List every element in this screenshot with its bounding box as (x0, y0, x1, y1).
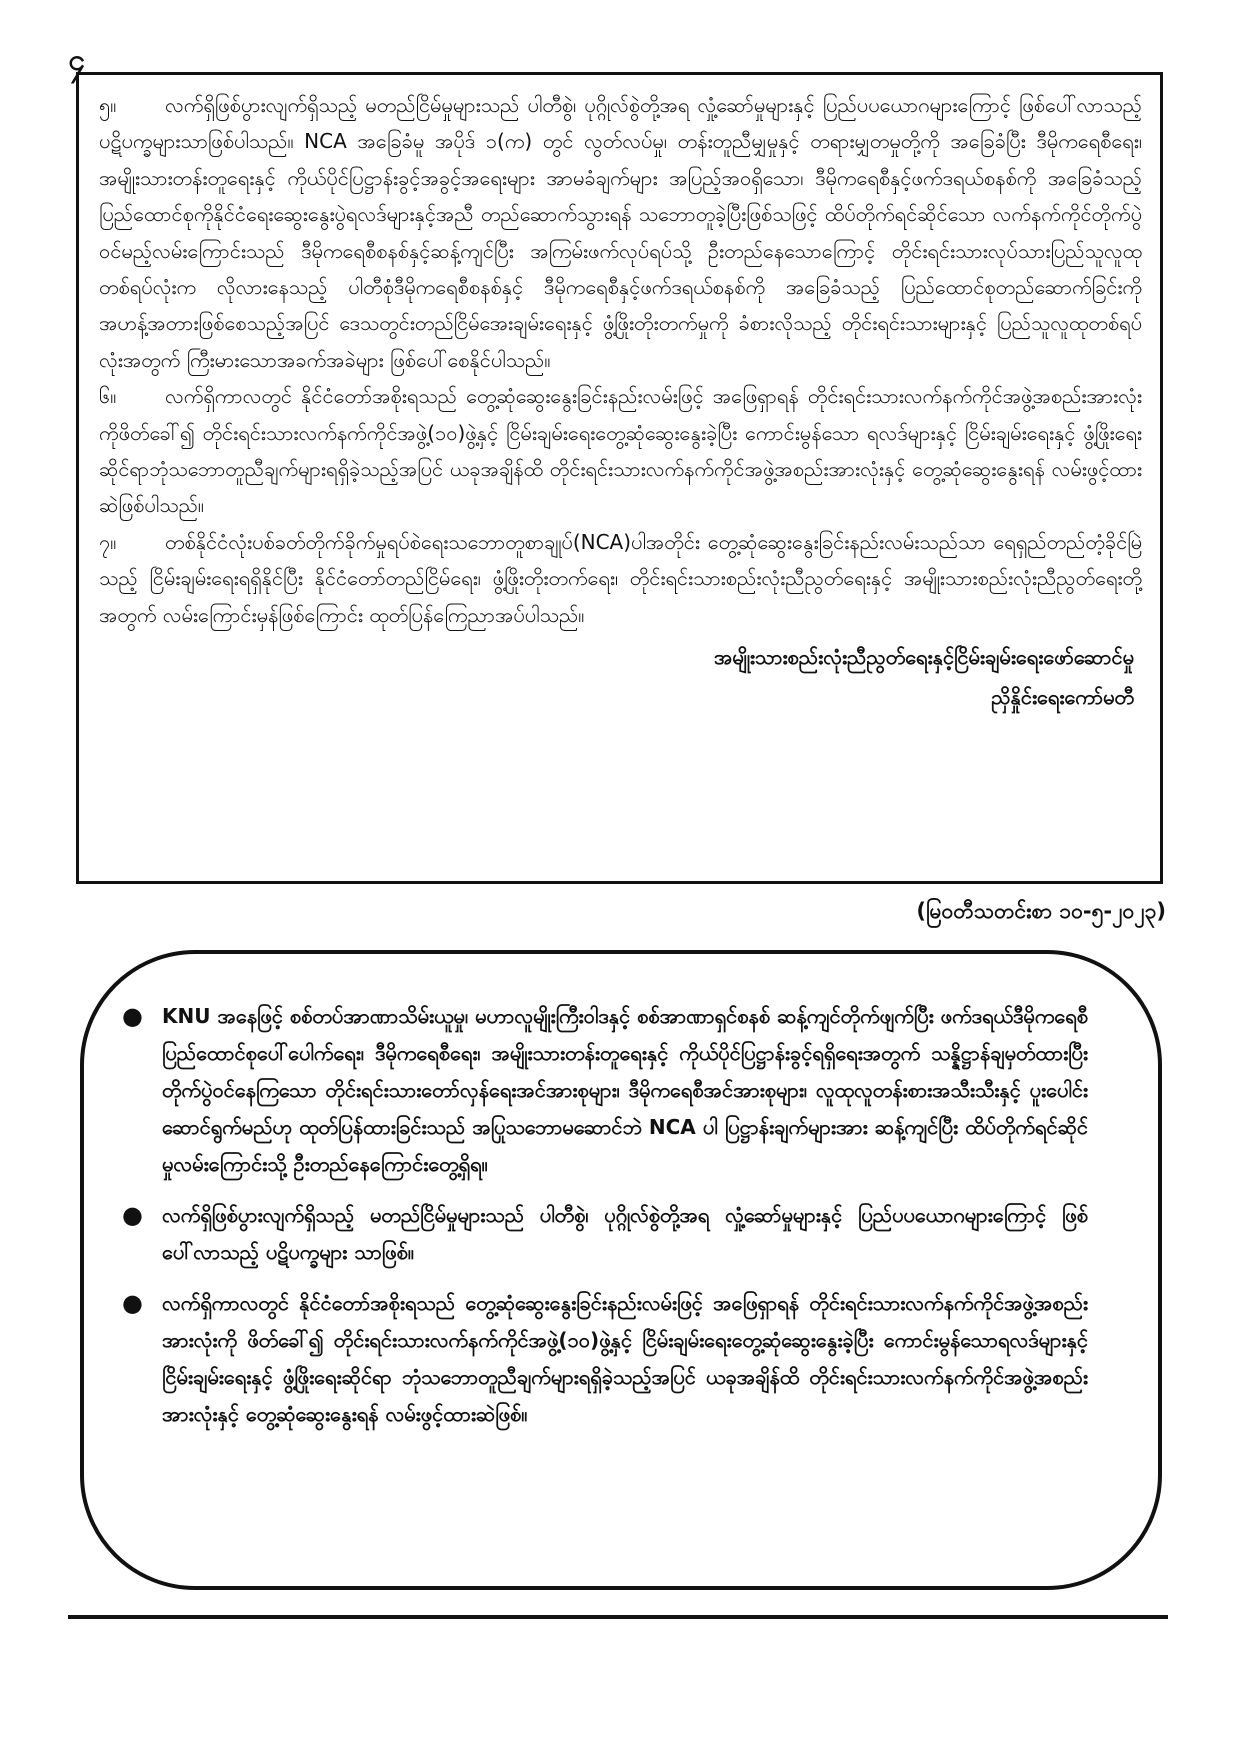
bottom-divider (68, 1615, 1168, 1619)
signature-line-1: အမျိုးသားစည်းလုံးညီညွတ်ရေးနှင့်ငြိမ်းချမ်းရေးဖော်ဆောင်မှု (714, 645, 1134, 670)
summary-list (122, 998, 1088, 1433)
source-date: (မြဝတီသတင်းစာ ၁၀-၅-၂၀၂၃) (916, 899, 1166, 923)
paragraph-text: လက်ရှိဖြစ်ပွားလျက်ရှိသည့် မတည်ငြိမ်မှုများသည် ပါတီစွဲ၊ ပုဂ္ဂိုလ်စွဲတို့အရ လှုံ့ဆော်မှုများနှင့် ပြည်ပပယောဂများကြောင့် ဖြစ်ပေါ်လာသည့် ပဋိပက္ခများသာဖြစ်ပါသည်။ NCA အခြေခံမူ အပိုဒ် ၁(က) တွင် လွတ်လပ်မှု၊ တန်းတူညီမျှမှုနှင့် တရားမျှတမှုတို့ကို အခြေခံပြီး ဒီမိုကရေစီရေး၊ အမျိုးသားတန်းတူရေးနှင့် ကိုယ်ပိုင်ပြဋ္ဌာန်းခွင့်အခွင့်အရေးများ အာမခံချက်များ အပြည့်အဝရှိသော၊ ဒီမိုကရေစီနှင့်ဖက်ဒရယ်စနစ်ကို အခြေခံသည့် ပြည်ထောင်စုကိုနိုင်ငံရေးဆွေးနွေးပွဲရလဒ်များနှင့်အညီ တည်ဆောက်သွားရန် သဘောတူခဲ့ပြီးဖြစ်သဖြင့် ထိပ်တိုက်ရင်ဆိုင်သော လက်နက်ကိုင်တိုက်ပွဲဝင်မည့်လမ်းကြောင်းသည် ဒီမိုကရေစီစနစ်နှင့်ဆန့်ကျင်ပြီး အကြမ်းဖက်လုပ်ရပ်သို့ ဦးတည်နေသောကြောင့် တိုင်းရင်းသားလုပ်သားပြည်သူလူထုတစ်ရပ်လုံးက လိုလားနေသည့် ပါတီစုံဒီမိုကရေစီစနစ်နှင့် ဒီမိုကရေစီနှင့်ဖက်ဒရယ်စနစ်ကို အခြေခံသည့် ပြည်ထောင်စုတည်ဆောက်ခြင်းကို အဟန့်အတားဖြစ်စေသည့်အပြင် ဒေသတွင်းတည်ငြိမ်အေးချမ်းရေးနှင့် ဖွံ့ဖြိုးတိုးတက်မှုကို ခံစားလိုသည့် တိုင်းရင်းသားများနှင့် ပြည်သူလူထုတစ်ရပ်လုံးအတွက် ကြီးမားသောအခက်အခဲများ ဖြစ်ပေါ်စေနိုင်ပါသည်။ (99, 93, 1142, 372)
paragraph-number: ၅။ (99, 93, 117, 117)
summary-item (122, 1285, 1088, 1433)
bullet-icon: ● (122, 1002, 143, 1030)
statement-paragraph-6 (99, 378, 1142, 524)
signature-line-2: ညှိနှိုင်းရေးကော်မတီ (991, 685, 1134, 710)
summary-box (80, 950, 1162, 1590)
page-number: ၄ (68, 43, 85, 78)
paragraph-text: တစ်နိုင်ငံလုံးပစ်ခတ်တိုက်ခိုက်မှုရပ်စဲရေးသဘောတူစာချုပ်(NCA)ပါအတိုင်း တွေ့ဆုံဆွေးနွေးခြင်းနည်းလမ်းသည်သာ ရေရှည်တည်တံ့ခိုင်မြဲသည့် ငြိမ်းချမ်းရေးရရှိနိုင်ပြီး နိုင်ငံတော်တည်ငြိမ်ရေး၊ ဖွံ့ဖြိုးတိုးတက်ရေး၊ တိုင်းရင်းသားစည်းလုံးညီညွတ်ရေးနှင့် အမျိုးသားစည်းလုံးညီညွတ်ရေးတို့အတွက် လမ်းကြောင်းမှန်ဖြစ်ကြောင်း ထုတ်ပြန်ကြေညာအပ်ပါသည်။ (99, 529, 1142, 627)
summary-item-text: လက်ရှိဖြစ်ပွားလျက်ရှိသည့် မတည်ငြိမ်မှုများသည် ပါတီစွဲ၊ ပုဂ္ဂိုလ်စွဲတို့အရ လှုံ့ဆော်မှုများနှင့် ပြည်ပပယောဂများကြောင့် ဖြစ်ပေါ်လာသည့် ပဋိပက္ခများ သာဖြစ်။ (162, 1203, 1088, 1264)
paragraph-text: လက်ရှိကာလတွင် နိုင်ငံတော်အစိုးရသည် တွေ့ဆုံဆွေးနွေးခြင်းနည်းလမ်းဖြင့် အဖြေရှာရန် တိုင်းရင်းသားလက်နက်ကိုင်အဖွဲ့အစည်းအားလုံးကိုဖိတ်ခေါ်၍ တိုင်းရင်းသားလက်နက်ကိုင်အဖွဲ့(၁၀)ဖွဲ့နှင့် ငြိမ်းချမ်းရေးတွေ့ဆုံဆွေးနွေးခဲ့ပြီး ကောင်းမွန်သော ရလဒ်များနှင့် ငြိမ်းချမ်းရေးနှင့် ဖွံ့ဖြိုးရေးဆိုင်ရာဘုံသဘောတူညီချက်များရရှိခဲ့သည့်အပြင် ယခုအချိန်ထိ တိုင်းရင်းသားလက်နက်ကိုင်အဖွဲ့အစည်းအားလုံးနှင့် တွေ့ဆုံဆွေးနွေးရန် လမ်းဖွင့်ထားဆဲဖြစ်ပါသည်။ (99, 384, 1142, 518)
statement-paragraph-7 (99, 524, 1142, 633)
bullet-icon: ● (122, 1289, 143, 1317)
paragraph-number: ၆။ (99, 384, 117, 409)
paragraph-number: ၇။ (99, 529, 117, 554)
summary-item-text: လက်ရှိကာလတွင် နိုင်ငံတော်အစိုးရသည် တွေ့ဆုံဆွေးနွေးခြင်းနည်းလမ်းဖြင့် အဖြေရှာရန် တိုင်းရင်းသားလက်နက်ကိုင်အဖွဲ့အစည်းအားလုံးကို ဖိတ်ခေါ်၍ တိုင်းရင်းသားလက်နက်ကိုင်အဖွဲ့(၁၀)ဖွဲ့နှင့် ငြိမ်းချမ်းရေးတွေ့ဆုံဆွေးနွေးခဲ့ပြီး ကောင်းမွန်သောရလဒ်များနှင့် ငြိမ်းချမ်းရေးနှင့် ဖွံ့ဖြိုးရေးဆိုင်ရာ ဘုံသဘောတူညီချက်များရရှိခဲ့သည့်အပြင် ယခုအချိန်ထိ တိုင်းရင်းသားလက်နက်ကိုင်အဖွဲ့အစည်းအားလုံးနှင့် တွေ့ဆုံဆွေးနွေးရန် လမ်းဖွင့်ထားဆဲဖြစ်။ (162, 1291, 1088, 1426)
signature-block (99, 637, 1142, 717)
bullet-icon: ● (122, 1201, 143, 1229)
statement-paragraph-5 (99, 87, 1142, 378)
statement-box (76, 72, 1163, 884)
summary-item-text: KNU အနေဖြင့် စစ်တပ်အာဏာသိမ်းယူမှု၊ မဟာလူမျိုးကြီးဝါဒနှင့် စစ်အာဏာရှင်စနစ် ဆန့်ကျင်တိုက်ဖျက်ပြီး ဖက်ဒရယ်ဒီမိုကရေစီ ပြည်ထောင်စုပေါ်ပေါက်ရေး၊ ဒီမိုကရေစီရေး၊ အမျိုးသားတန်းတူရေးနှင့် ကိုယ်ပိုင်ပြဋ္ဌာန်းခွင့်ရရှိရေးအတွက် သန္နိဋ္ဌာန်ချမှတ်ထားပြီး တိုက်ပွဲဝင်နေကြသော တိုင်းရင်းသားတော်လှန်ရေးအင်အားစုများ၊ ဒီမိုကရေစီအင်အားစုများ၊ လူထုလူတန်းစားအသီးသီးနှင့် ပူးပေါင်းဆောင်ရွက်မည်ဟု ထုတ်ပြန်ထားခြင်းသည် အပြုသဘောမဆောင်ဘဲ NCA ပါ ပြဋ္ဌာန်းချက်များအား ဆန့်ကျင်ပြီး ထိပ်တိုက်ရင်ဆိုင်မှုလမ်းကြောင်းသို့ ဦးတည်နေကြောင်းတွေ့ရှိရ။ (162, 1004, 1088, 1176)
summary-item (122, 1197, 1088, 1271)
summary-item (122, 998, 1088, 1183)
